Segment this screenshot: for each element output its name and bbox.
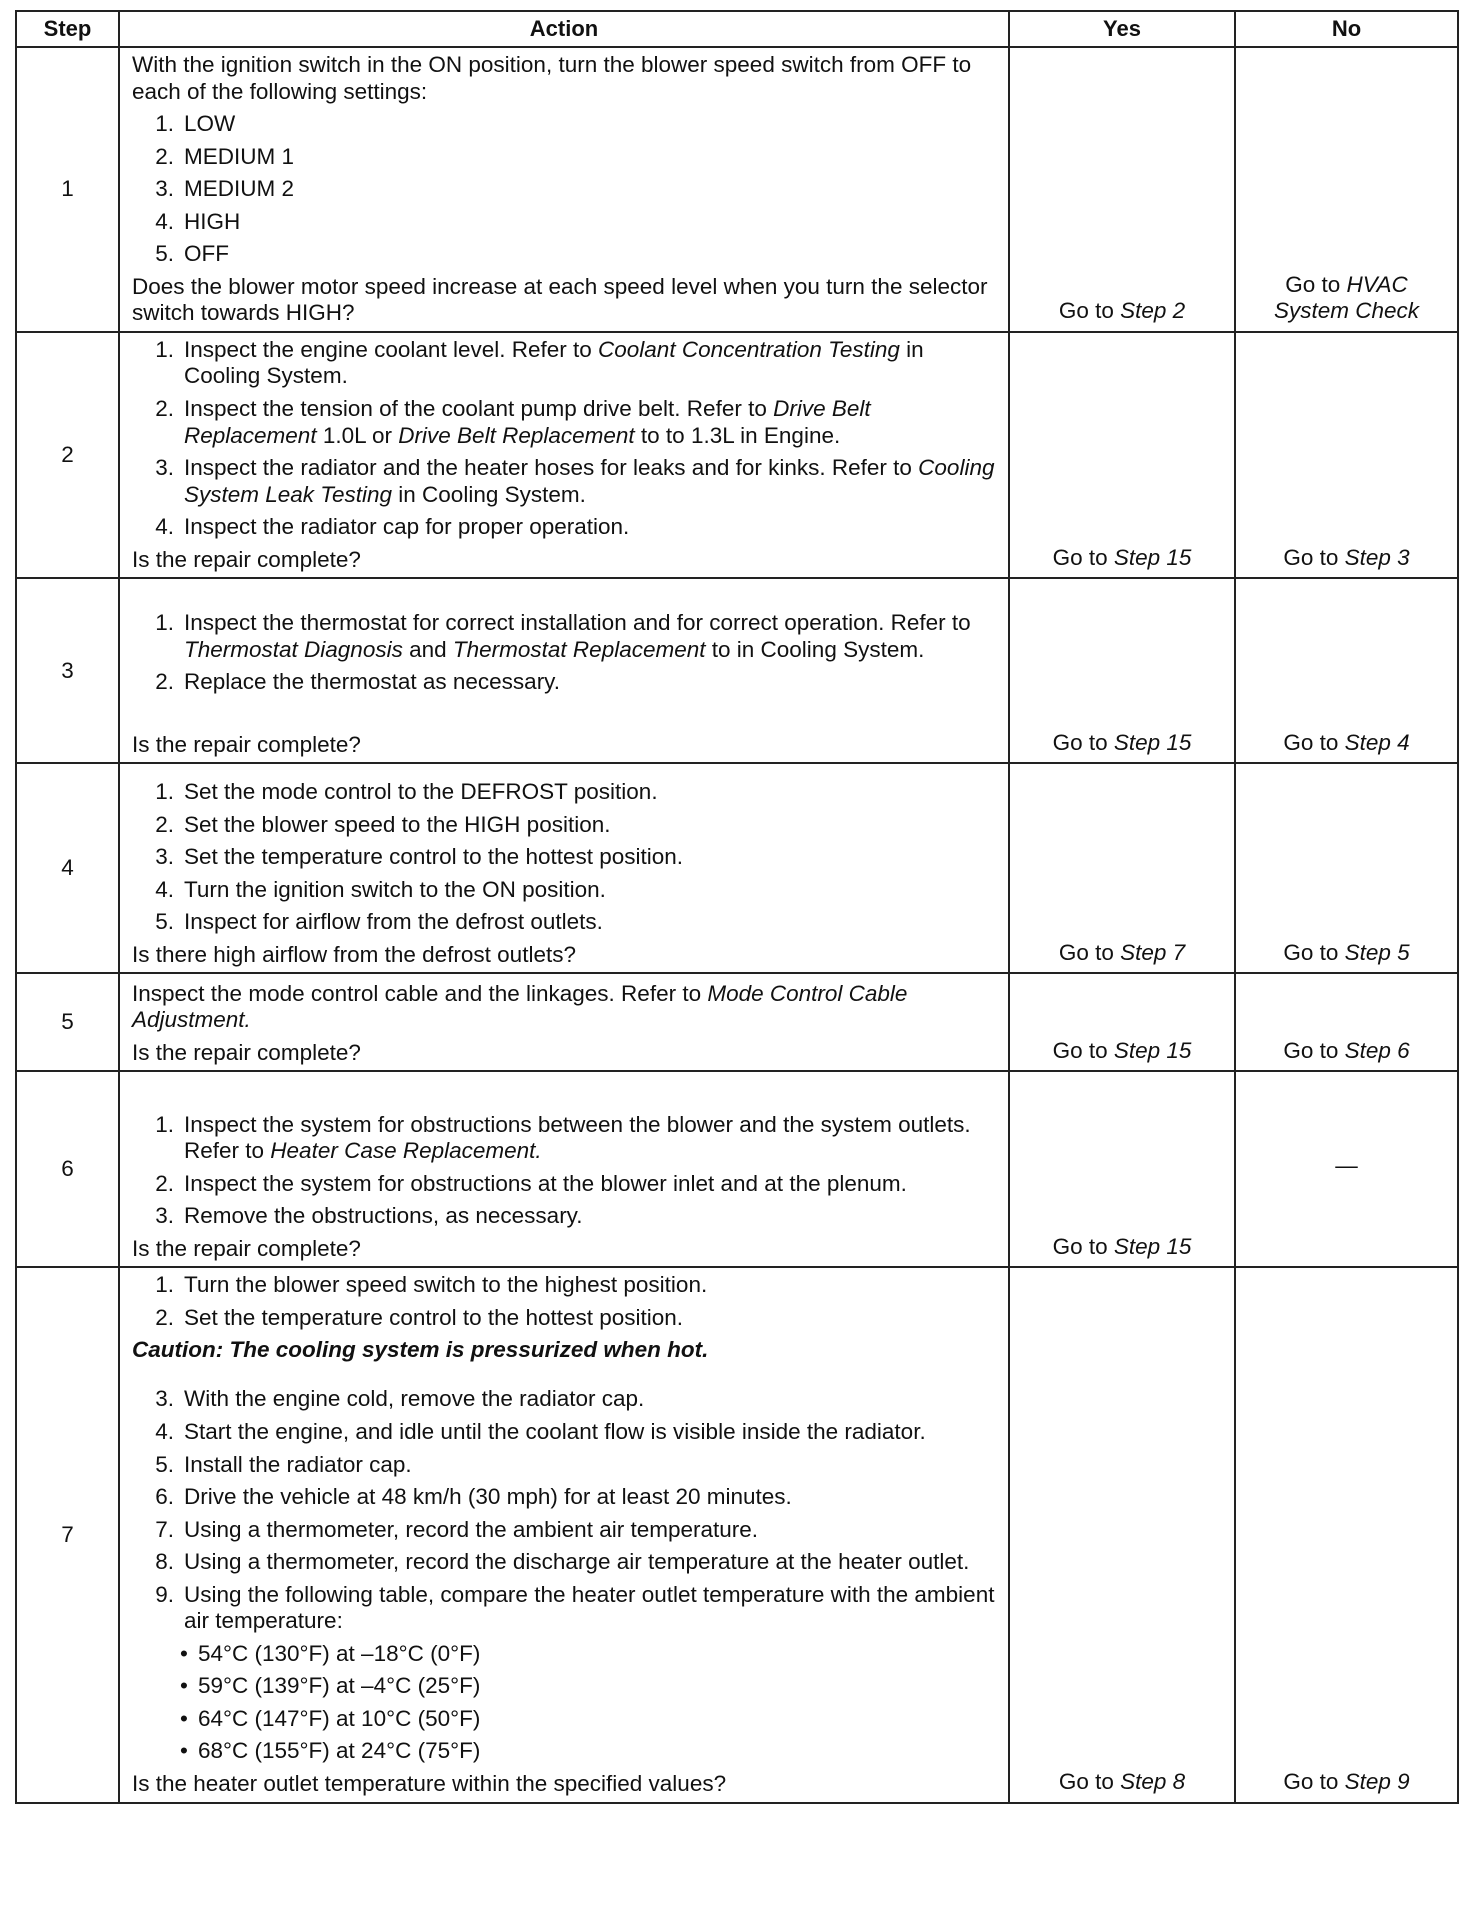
header-yes: Yes: [1009, 11, 1235, 47]
header-row: [16, 11, 1458, 47]
list-item: 9. Using the following table, compare the heater outlet temperature with the ambient air temperature:: [155, 1581, 995, 1634]
action-question: Is the heater outlet temperature within the specified values?: [132, 1771, 727, 1796]
no-cell: Go to Step 3: [1235, 332, 1458, 578]
list-item: 3. Remove the obstructions, as necessary.: [155, 1203, 583, 1229]
list-item: 2. Replace the thermostat as necessary.: [155, 669, 561, 695]
list-item: 5. Install the radiator cap.: [155, 1451, 412, 1477]
list-item: 1. Turn the blower speed switch to the highest position.: [155, 1272, 708, 1298]
action-question: Is the repair complete?: [132, 731, 361, 757]
yes-cell: Go to Step 8: [1009, 1267, 1235, 1802]
action-cell: [119, 763, 1009, 973]
step-number: 5: [16, 973, 119, 1071]
bullet-item: • 64°C (147°F) at 10°C (50°F): [180, 1705, 481, 1731]
header-no: No: [1235, 11, 1458, 47]
list-item: 1. Set the mode control to the DEFROST position.: [155, 779, 658, 805]
list-item: 3. Set the temperature control to the hottest position.: [155, 844, 684, 870]
yes-cell: Go to Step 2: [1009, 47, 1235, 332]
bullet-item: • 54°C (130°F) at –18°C (0°F): [180, 1640, 481, 1666]
yes-cell: Go to Step 15: [1009, 332, 1235, 578]
yes-cell: Go to Step 7: [1009, 763, 1235, 973]
yes-cell: Go to Step 15: [1009, 578, 1235, 763]
yes-cell: Go to Step 15: [1009, 973, 1235, 1071]
action-cell: [119, 973, 1009, 1071]
list-item: 7. Using a thermometer, record the ambient air temperature.: [155, 1516, 759, 1542]
action-cell: [119, 1267, 1009, 1802]
list-item: 2. Inspect the system for obstructions at the blower inlet and at the plenum.: [155, 1170, 907, 1196]
list-item: 3. With the engine cold, remove the radiator cap.: [155, 1386, 645, 1412]
diagnostic-table: [15, 10, 1459, 1804]
step-number: 2: [16, 332, 119, 578]
table-row-step-1: [16, 47, 1458, 332]
list-item: 4. Start the engine, and idle until the coolant flow is visible inside the radiator.: [155, 1418, 926, 1444]
no-cell: Go to Step 9: [1235, 1267, 1458, 1802]
no-cell: Go to Step 6: [1235, 973, 1458, 1071]
step-number: 3: [16, 578, 119, 763]
list-item: 2. Set the temperature control to the hottest position.: [155, 1304, 684, 1330]
yes-cell: Go to Step 15: [1009, 1071, 1235, 1267]
action-cell: [119, 1071, 1009, 1267]
action-question: Is the repair complete?: [132, 1039, 361, 1065]
bullet-item: • 59°C (139°F) at –4°C (25°F): [180, 1673, 481, 1699]
no-cell: Go to HVAC System Check: [1235, 47, 1458, 332]
list-item: 8. Using a thermometer, record the discharge air temperature at the heater outlet.: [155, 1549, 970, 1575]
list-item: 2. Inspect the tension of the coolant pump drive belt. Refer to Drive Belt Replacement 1.0L or Drive Belt Replacement to to 1.3L in Engine.: [155, 396, 871, 448]
list-item: 2. MEDIUM 1: [155, 143, 295, 169]
action-cell: [119, 332, 1009, 578]
caution-note: Caution: The cooling system is pressurized when hot.: [132, 1337, 709, 1363]
step-number: 6: [16, 1071, 119, 1267]
header-action: Action: [119, 11, 1009, 47]
header-step: Step: [16, 11, 119, 47]
step-number: 4: [16, 763, 119, 973]
list-item: 2. Set the blower speed to the HIGH position.: [155, 811, 611, 837]
table-row-step-2: [16, 332, 1458, 578]
action-question: Is the repair complete?: [132, 1235, 361, 1261]
table-row-step-3: [16, 578, 1458, 763]
table-row-step-4: [16, 763, 1458, 973]
no-cell: Go to Step 4: [1235, 578, 1458, 763]
list-item: 4. Turn the ignition switch to the ON position.: [155, 876, 606, 902]
no-cell: —: [1235, 1071, 1458, 1267]
list-item: 1. Inspect the system for obstructions between the blower and the system outlets. Refer to Heater Case Replacement.: [155, 1111, 971, 1164]
list-item: 3. MEDIUM 2: [155, 176, 295, 202]
bullet-item: • 68°C (155°F) at 24°C (75°F): [180, 1738, 481, 1764]
list-item: 6. Drive the vehicle at 48 km/h (30 mph) for at least 20 minutes.: [155, 1484, 792, 1510]
step-number: 1: [16, 47, 119, 332]
action-question: Is there high airflow from the defrost outlets?: [132, 941, 576, 967]
table-row-step-7: [16, 1267, 1458, 1802]
list-item: 1. Inspect the thermostat for correct installation and for correct operation. Refer to Thermostat Diagnosis and Thermostat Replacement to in Cooling System.: [155, 610, 971, 662]
list-item: 5. Inspect for airflow from the defrost outlets.: [155, 909, 603, 935]
action-cell: [119, 47, 1009, 332]
action-cell: [119, 578, 1009, 763]
action-question: Does the blower motor speed increase at each speed level when you turn the selector switch towards HIGH?: [132, 273, 988, 326]
table-row-step-6: [16, 1071, 1458, 1267]
table-row-step-5: [16, 973, 1458, 1071]
step-number: 7: [16, 1267, 119, 1802]
action-intro: Inspect the mode control cable and the linkages. Refer to Mode Control Cable Adjustment.: [132, 980, 908, 1033]
list-item: 1. Inspect the engine coolant level. Refer to Coolant Concentration Testing in Cooling System.: [155, 336, 924, 389]
action-question: Is the repair complete?: [132, 546, 361, 572]
action-intro: With the ignition switch in the ON position, turn the blower speed switch from OFF to each of the following settings:: [132, 52, 972, 104]
list-item: 1. LOW: [155, 111, 236, 137]
list-item: 5. OFF: [155, 241, 229, 267]
list-item: 3. Inspect the radiator and the heater hoses for leaks and for kinks. Refer to Cooling System Leak Testing in Cooling System.: [155, 455, 995, 507]
list-item: 4. Inspect the radiator cap for proper operation.: [155, 514, 630, 540]
no-cell: Go to Step 5: [1235, 763, 1458, 973]
list-item: 4. HIGH: [155, 208, 241, 234]
